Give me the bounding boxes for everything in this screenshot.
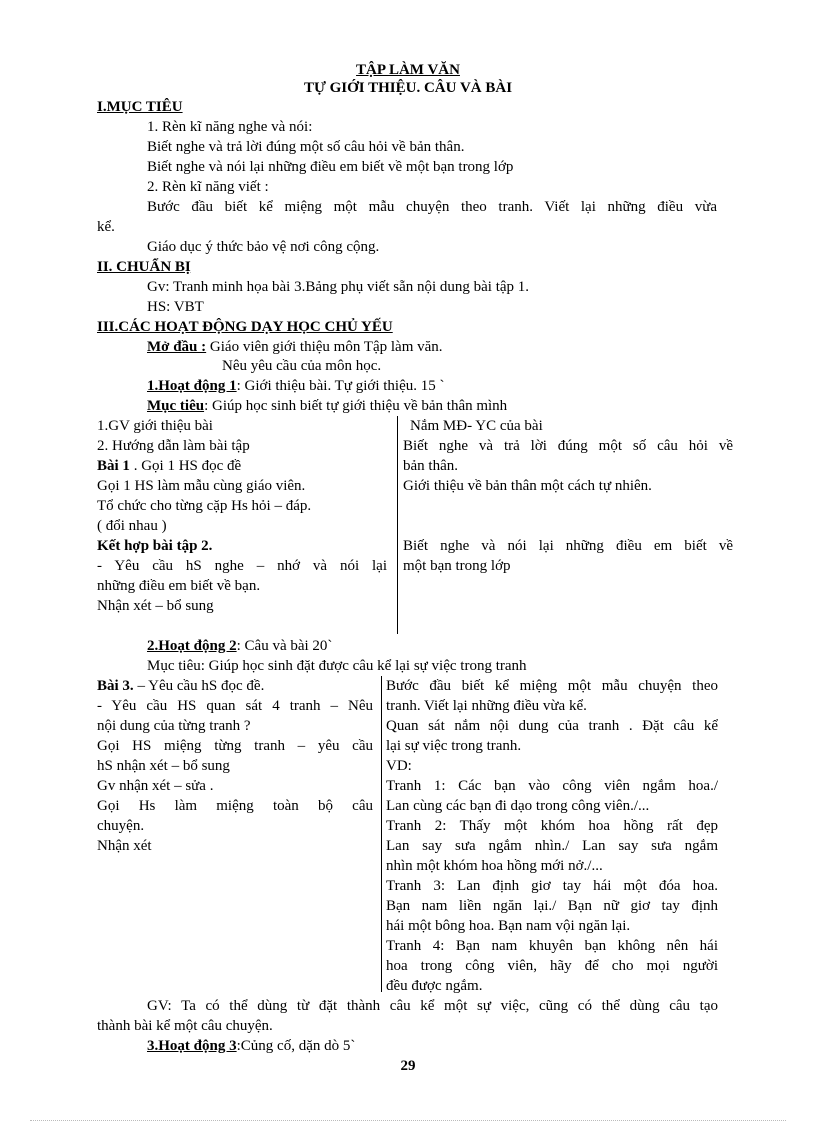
- t1-right-line: Biết nghe và nói lại những điều em biết về: [403, 538, 733, 554]
- mo-dau-label: Mở đầu :: [147, 339, 207, 355]
- t2-right-line: Tranh 2: Thấy một khóm hoa hồng rất đẹp: [386, 818, 718, 834]
- s1-line: kể.: [97, 219, 115, 235]
- t2-left-line: [97, 676, 264, 696]
- t2-left-line: Gv nhận xét – sửa .: [97, 778, 214, 794]
- muc-tieu-2-line: Mục tiêu: Giúp học sinh đặt được câu kể lại sự việc trong tranh: [147, 658, 527, 674]
- s1-line: Biết nghe và trả lời đúng một số câu hỏi về bản thân.: [147, 139, 465, 155]
- document-title: TẬP LÀM VĂN: [356, 62, 460, 78]
- hoat-dong-1-text: : Giới thiệu bài. Tự giới thiệu. 15 `: [236, 378, 445, 394]
- section-1-heading: I.MỤC TIÊU: [97, 99, 183, 115]
- hoat-dong-3-line: [147, 1036, 355, 1056]
- t2-right-line: Quan sát nắm nội dung của tranh . Đặt câu kể: [386, 718, 718, 734]
- t1-left-line: Gọi 1 HS làm mẫu cùng giáo viên.: [97, 478, 306, 494]
- t2-right-line: Tranh 3: Lan định giơ tay hái một đóa hoa.: [386, 878, 718, 894]
- s1-line: Biết nghe và nói lại những điều em biết về một bạn trong lớp: [147, 159, 514, 175]
- s2-line: HS: VBT: [147, 299, 204, 315]
- t2-left-line: Nhận xét: [97, 838, 152, 854]
- t2-right-line: Tranh 1: Các bạn vào công viên ngắm hoa./: [386, 778, 718, 794]
- t2-right-line: Tranh 4: Bạn nam khuyên bạn không nên hái: [386, 938, 718, 954]
- t1-left-line: 2. Hướng dẫn làm bài tập: [97, 438, 250, 454]
- muc-tieu-1-line: [147, 396, 507, 416]
- muc-tieu-1-text: : Giúp học sinh biết tự giới thiệu về bản thân mình: [204, 398, 508, 414]
- t2-right-line: Lan say sưa ngắm nhìn./ Lan say sưa ngắm: [386, 838, 718, 854]
- table-2-divider: [381, 676, 382, 992]
- t2-left-line: chuyện.: [97, 818, 145, 834]
- bai-1-text: . Gọi 1 HS đọc đề: [129, 458, 242, 474]
- hoat-dong-3-text: :Củng cố, dặn dò 5`: [236, 1038, 356, 1054]
- s2-line: Gv: Tranh minh họa bài 3.Bảng phụ viết sẵn nội dung bài tập 1.: [147, 279, 530, 295]
- section-2-heading: II. CHUẨN BỊ: [97, 259, 191, 275]
- gv-note-line: thành bài kể một câu chuyện.: [97, 1018, 273, 1034]
- t2-left-line: nội dung của từng tranh ?: [97, 718, 251, 734]
- t2-right-line: hoa trong công viên, hãy để cho mọi người: [386, 958, 718, 974]
- s1-line: 1. Rèn kĩ năng nghe và nói:: [147, 119, 313, 135]
- t1-right-line: bản thân.: [403, 458, 458, 474]
- t1-left-line: - Yêu cầu hS nghe – nhớ và nói lại: [97, 558, 387, 574]
- t2-right-line: tranh. Viết lại những điều vừa kể.: [386, 698, 587, 714]
- s1-line: 2. Rèn kĩ năng viết :: [147, 179, 269, 195]
- t2-left-line: Gọi HS miệng từng tranh – yêu cầu: [97, 738, 373, 754]
- mo-dau-line-2: Nêu yêu cầu của môn học.: [222, 358, 382, 374]
- t2-right-line: VD:: [386, 758, 412, 774]
- hoat-dong-3-label: 3.Hoạt động 3: [147, 1038, 237, 1054]
- t2-right-line: Bước đầu biết kể miệng một mẫu chuyện theo: [386, 678, 718, 694]
- bai-1-label: Bài 1: [97, 458, 130, 474]
- t1-left-line: Kết hợp bài tập 2.: [97, 538, 213, 554]
- t2-right-line: đều được ngắm.: [386, 978, 483, 994]
- t1-right-line: một bạn trong lớp: [403, 558, 511, 574]
- t1-left-line: 1.GV giới thiệu bài: [97, 418, 213, 434]
- t1-left-line: ( đổi nhau ): [97, 518, 167, 534]
- t2-left-line: hS nhận xét – bổ sung: [97, 758, 230, 774]
- hoat-dong-2-line: [147, 636, 332, 656]
- muc-tieu-1-label: Mục tiêu: [147, 398, 205, 414]
- hoat-dong-2-text: : Câu và bài 20`: [236, 638, 333, 654]
- gv-note-line: GV: Ta có thể dùng từ đặt thành câu kể một sự việc, cũng có thể dùng câu tạo: [147, 998, 718, 1014]
- t2-right-line: lại sự việc trong tranh.: [386, 738, 522, 754]
- t1-right-line: Nắm MĐ- YC của bài: [410, 418, 543, 434]
- s1-line: Bước đầu biết kể miệng một mẫu chuyện theo tranh. Viết lại những điều vừa: [147, 199, 717, 215]
- mo-dau-line: [147, 337, 443, 357]
- hoat-dong-1-label: 1.Hoạt động 1: [147, 378, 237, 394]
- t2-right-line: nhìn một khóm hoa hồng mới nở./...: [386, 858, 603, 874]
- table-1-divider: [397, 416, 398, 634]
- t2-left-line: - Yêu cầu HS quan sát 4 tranh – Nêu: [97, 698, 373, 714]
- t1-left-line: những điều em biết về bạn.: [97, 578, 261, 594]
- t2-right-line: hái một bông hoa. Bạn nam vội ngăn lại.: [386, 918, 631, 934]
- bai-3-text: – Yêu cầu hS đọc đề.: [133, 678, 265, 694]
- s1-line: Giáo dục ý thức bảo vệ nơi công cộng.: [147, 239, 380, 255]
- page-footer-divider: [30, 1120, 786, 1121]
- mo-dau-text: Giáo viên giới thiệu môn Tập làm văn.: [206, 339, 443, 355]
- bai-3-label: Bài 3.: [97, 678, 134, 694]
- t2-left-line: Gọi Hs làm miệng toàn bộ câu: [97, 798, 373, 814]
- hoat-dong-2-label: 2.Hoạt động 2: [147, 638, 237, 654]
- t1-right-line: Giới thiệu về bản thân một cách tự nhiên.: [403, 478, 652, 494]
- page-number: 29: [400, 1058, 416, 1074]
- t1-right-line: Biết nghe và trả lời đúng một số câu hỏi về: [403, 438, 733, 454]
- t1-left-line: Tổ chức cho từng cặp Hs hỏi – đáp.: [97, 498, 312, 514]
- t1-left-line: Nhận xét – bổ sung: [97, 598, 214, 614]
- t1-left-line: [97, 456, 241, 476]
- t2-right-line: Lan cùng các bạn đi dạo trong công viên./...: [386, 798, 650, 814]
- section-3-heading: III.CÁC HOẠT ĐỘNG DẠY HỌC CHỦ YẾU: [97, 319, 393, 335]
- document-subtitle: TỰ GIỚI THIỆU. CÂU VÀ BÀI: [303, 80, 513, 96]
- t2-right-line: Bạn nam liền ngăn lại./ Bạn nữ giơ tay định: [386, 898, 718, 914]
- hoat-dong-1-line: [147, 376, 444, 396]
